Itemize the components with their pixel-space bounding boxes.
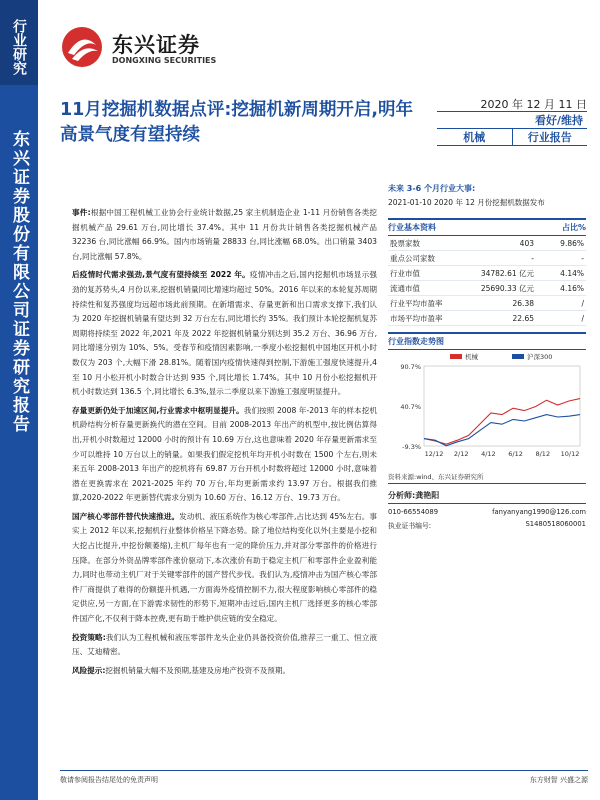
row-label: 股票家数 [390, 239, 420, 248]
row-label: 流通市值 [390, 284, 420, 293]
analyst-name: 分析师:龚艳阳 [388, 490, 586, 504]
paragraph [72, 664, 377, 679]
logo-icon [60, 25, 104, 69]
footer-slogan: 东方财智 兴盛之源 [529, 776, 588, 784]
chart-heading: 行业指数走势图 [388, 332, 586, 350]
row-label: 行业市值 [390, 269, 420, 278]
x-tick-label: 12/12 [424, 450, 444, 458]
paragraph-lead: 风险提示: [72, 665, 106, 675]
series-line [424, 415, 580, 446]
row-value: 403 [519, 239, 534, 248]
row-value: 26.38 [512, 299, 534, 308]
chart-source: 资料来源:wind、东兴证券研究所 [388, 472, 586, 484]
footer [60, 770, 588, 785]
row-pct: 4.14% [560, 269, 584, 278]
x-tick-label: 8/12 [535, 450, 551, 458]
paragraph-lead: 投资策略: [72, 632, 106, 642]
row-pct: 9.86% [560, 239, 584, 248]
y-tick-label: 40.7% [400, 403, 421, 411]
y-tick-label: 90.7% [400, 363, 421, 371]
legend-label: 沪深300 [527, 353, 553, 361]
row-value: 25690.33 亿元 [480, 284, 534, 293]
row-pct: / [581, 314, 584, 323]
table-row [388, 266, 586, 281]
paragraph-text: 我们按照 2008 年-2013 年的样本挖机机龄结构分析存量更新换代的潜在空间。目前 2008-2013 年出产的机型中,按比例估算得出,开机小时数超过 12000 小时的预计有 10.69 万台,这也意味着 2020 年存量更新需求至少可以维持 10 万台以上的销量。如果我们假定挖机年均开机小时数在 1500 个左右,则未来五年 2008-2013 年出产的挖机将有 69.87 万台开机小时数将超过 12000 小时,意味着潜在更换需求在 2021-2025 年约 70 万台,年均更新需求约 13.97 万台。根据我们推算,2020-2022 年更新替代需求分别为 10.60 万台、16.12 万台、19.73 万台。 [72, 405, 377, 503]
row-value: 34782.61 亿元 [480, 269, 534, 278]
legend-label: 机械 [465, 353, 478, 361]
y-tick-label: -9.3% [402, 443, 421, 451]
report-type: 行业报告 [527, 131, 572, 144]
paragraph-lead: 事件: [72, 208, 91, 217]
table-row [388, 311, 586, 326]
x-tick-label: 10/12 [560, 450, 580, 458]
paragraph-text: 疫情冲击之后,国内挖掘机市场显示强劲的复苏势头,4 月份以来,挖掘机销量同比增速均超过 50%。2016 年以来的本轮复苏周期持续性和复苏强度均远超市场此前预期。在新增需求、存量更新和出口需求支撑下,我们认为 2020 年挖掘机销量有望达到 32 万台左右,同比增长约 35%。我们预计本轮挖掘机复苏周期将持续至 2022 年,2021 年及 2022 年挖掘机销量分别达到 35.2 万台、36.96 万台,同比增速分别为 10%、5%。受春节和疫情因素影响,一季度小松挖掘机中国地区开机小时数仅为 203 个,大幅下滑 28.81%。随着国内疫情快速得到控制,下游施工强度快速提升,4 至 10 月小松开机小时数合计达到 935 个,同比增长 1.74%。其中 10 月份小松挖掘机开机小时数达到 136.5 个,同比增长 6.3%,显示二季度以来下游施工强度明显提升。 [72, 270, 377, 397]
side-panel [388, 183, 586, 530]
analyst-contact [388, 508, 586, 516]
table-row [388, 251, 586, 266]
row-pct: - [581, 254, 584, 263]
table-row [388, 236, 586, 251]
forecast-item: 2021-01-10 2020 年 12 月份挖掘机数据发布 [388, 198, 545, 207]
series-line [424, 399, 580, 445]
table-header-pct: 占比% [561, 223, 586, 232]
row-value: - [531, 254, 534, 263]
legend-swatch [450, 354, 462, 359]
cert-number: S1480518060001 [525, 520, 586, 528]
table-row [388, 296, 586, 311]
logo-en: DONGXING SECURITIES [112, 56, 217, 65]
paragraph-lead: 后疫情时代需求强劲,景气度有望持续至 2022 年。 [72, 270, 250, 280]
paragraph [72, 268, 377, 399]
paragraph [72, 404, 377, 506]
analyst-block [388, 490, 586, 530]
firm-label: 东兴证券股份有限公司证券研究报告 [9, 130, 29, 434]
index-chart-svg [388, 350, 586, 470]
rating-row [437, 112, 587, 129]
plot-frame [424, 366, 580, 446]
paragraph [72, 206, 377, 264]
industry-table-header [388, 218, 586, 236]
row-label: 重点公司家数 [390, 254, 435, 263]
logo [60, 25, 240, 70]
paragraph-text: 根据中国工程机械工业协会行业统计数据,25 家主机制造企业 1-11 月份销售各类挖掘机械产品 29.61 万台,同比增长 37.4%。其中 11 月份共计销售各类挖掘机械产品 32236 台,同比涨幅 66.9%。国内市场销量 28833 台,同比涨幅 68.0%。出口销量 3403 台,同比涨幅 57.8%。 [72, 208, 377, 261]
row-pct: 4.16% [560, 284, 584, 293]
row-label: 行业平均市盈率 [390, 299, 443, 308]
row-pct: / [581, 299, 584, 308]
x-tick-label: 6/12 [508, 450, 523, 458]
row-label: 市场平均市盈率 [390, 314, 443, 323]
report-meta [437, 96, 587, 146]
report-date: 2020 年 12 月 11 日 [437, 96, 587, 112]
table-row [388, 281, 586, 296]
sector: 机械 [437, 129, 513, 145]
paragraph-text: 发动机、液压系统作为核心零部件,占比达到 45%左右。事实上 2012 年以来,挖掘机行业整体价格呈下降态势。除了地位结构变化以外(主要是小挖和大挖占比提升,中挖份额萎缩),主机厂每年也有一定的降价压力,并对部分零部件的价格进行压降。在部分外资品牌零部件涨价驱动下,本次涨价有助于稳定主机厂和零部件企业盈利能力,同时也带动主机厂对于关键零部件的国产替代步伐。我们认为,疫情冲击为国产核心零部件厂商提供了难得的份额提升机遇,一方面海外疫情控制不力,很大程度影响核心零部件的稳定供应,另一方面,在下游需求韧性的形势下,短期冲击过后,国内主机厂选择更多的核心零部件国产化,不仅利于降本控费,更有助于维护供应链的安全稳定。 [72, 511, 377, 624]
paragraph-lead: 存量更新仍处于加速区间,行业需求中枢明显提升。 [72, 405, 244, 415]
table-header-label: 行业基本资料 [388, 223, 436, 232]
paragraph-text: 挖掘机销量大幅不及预期,基建及房地产投资不及预期。 [105, 665, 291, 675]
logo-cn: 东兴证券 [112, 33, 200, 57]
analyst-cert [388, 520, 586, 530]
report-title: 11月挖掘机数据点评:挖掘机新周期开启,明年高景气度有望持续 [60, 100, 413, 145]
paragraph-text: 我们认为工程机械和液压零部件龙头企业仍具备投资价值,推荐三一重工、恒立液压、艾迪精密。 [72, 632, 377, 657]
footer-disclaimer: 敬请参阅报告结尾处的免责声明 [60, 776, 158, 784]
cert-label: 执业证书编号: [388, 522, 432, 530]
sector-row [437, 129, 587, 146]
row-value: 22.65 [512, 314, 534, 323]
report-body [72, 206, 377, 682]
forecast-heading: 未来 3-6 个月行业大事: [388, 184, 476, 193]
index-chart [388, 350, 586, 470]
paragraph [72, 510, 377, 627]
x-tick-label: 2/12 [453, 450, 469, 458]
paragraph-lead: 国产核心零部件替代快速推进。 [72, 511, 180, 521]
analyst-phone: 010-66554089 [388, 508, 439, 516]
rating: 看好/维持 [534, 114, 583, 127]
sidebar [0, 0, 38, 800]
x-tick-label: 4/12 [481, 450, 496, 458]
paragraph [72, 631, 377, 660]
analyst-email[interactable]: fanyanyang1990@126.com [492, 508, 586, 516]
legend-swatch [512, 354, 524, 359]
category-label: 行业研究 [0, 0, 38, 85]
